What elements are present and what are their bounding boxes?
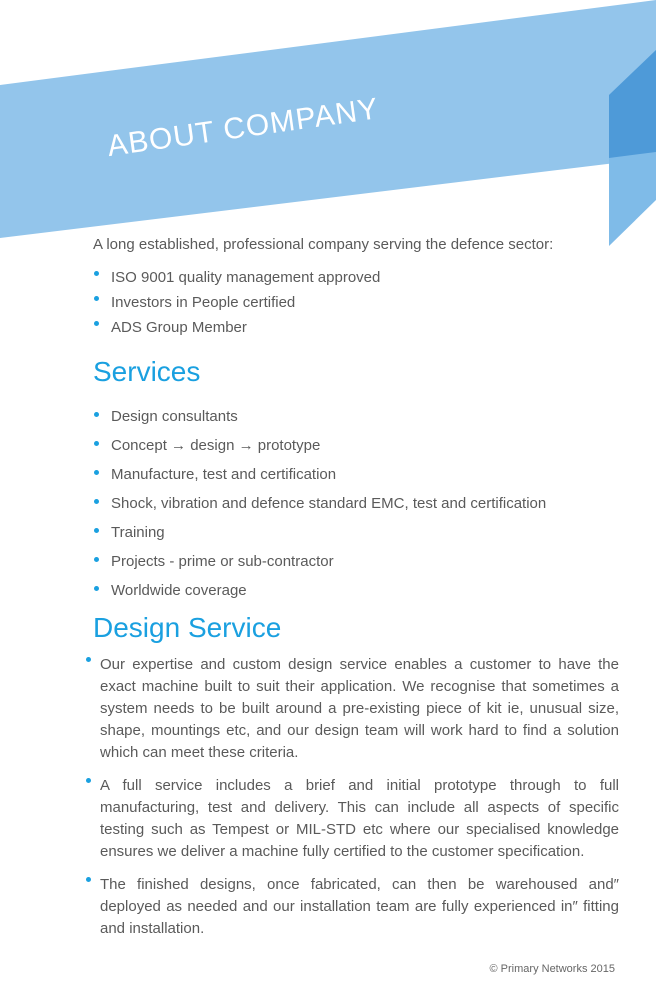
about-list <box>93 265 603 340</box>
design-service-heading: Design Service <box>93 612 282 643</box>
banner-title: ABOUT COMPANY <box>105 92 381 164</box>
about-item: Investors in People certified <box>93 290 603 315</box>
about-intro: A long established, professional company serving the defence sector: <box>93 236 554 253</box>
service-item: Manufacture, test and certification <box>93 464 603 486</box>
about-item: ADS Group Member <box>93 315 603 340</box>
copyright-footer: © Primary Networks 2015 <box>489 963 615 975</box>
service-item: Training <box>93 522 603 544</box>
service-item: Shock, vibration and defence standard EMC, test and certification <box>93 493 603 515</box>
service-item: Concept → design → prototype <box>93 435 603 457</box>
services-heading: Services <box>93 356 201 387</box>
header-banner <box>0 0 656 260</box>
design-service-list <box>86 654 619 940</box>
service-item: Projects - prime or sub-contractor <box>93 551 603 573</box>
design-service-paragraph: A full service includes a brief and initial prototype through to full manufacturing, test and delivery. This can include all aspects of specific testing such as Tempest or MIL-STD etc where our specialised knowledge ensures we deliver a machine fully certified to the customer specification. <box>86 775 619 863</box>
service-item: Worldwide coverage <box>93 580 603 602</box>
service-item: Design consultants <box>93 406 603 428</box>
main-content <box>93 236 619 951</box>
services-list <box>93 406 603 602</box>
about-item: ISO 9001 quality management approved <box>93 265 603 290</box>
design-service-paragraph: Our expertise and custom design service enables a customer to have the exact machine built to suit their application. We recognise that sometimes a system needs to be built around a pre-existing piece of kit ie, unusual size, shape, mountings etc, and our design team will work hard to find a solution which can meet these criteria. <box>86 654 619 764</box>
design-service-paragraph: The finished designs, once fabricated, can then be warehoused and″ deployed as needed and our installation team are fully experienced in″ fitting and installation. <box>86 874 619 940</box>
